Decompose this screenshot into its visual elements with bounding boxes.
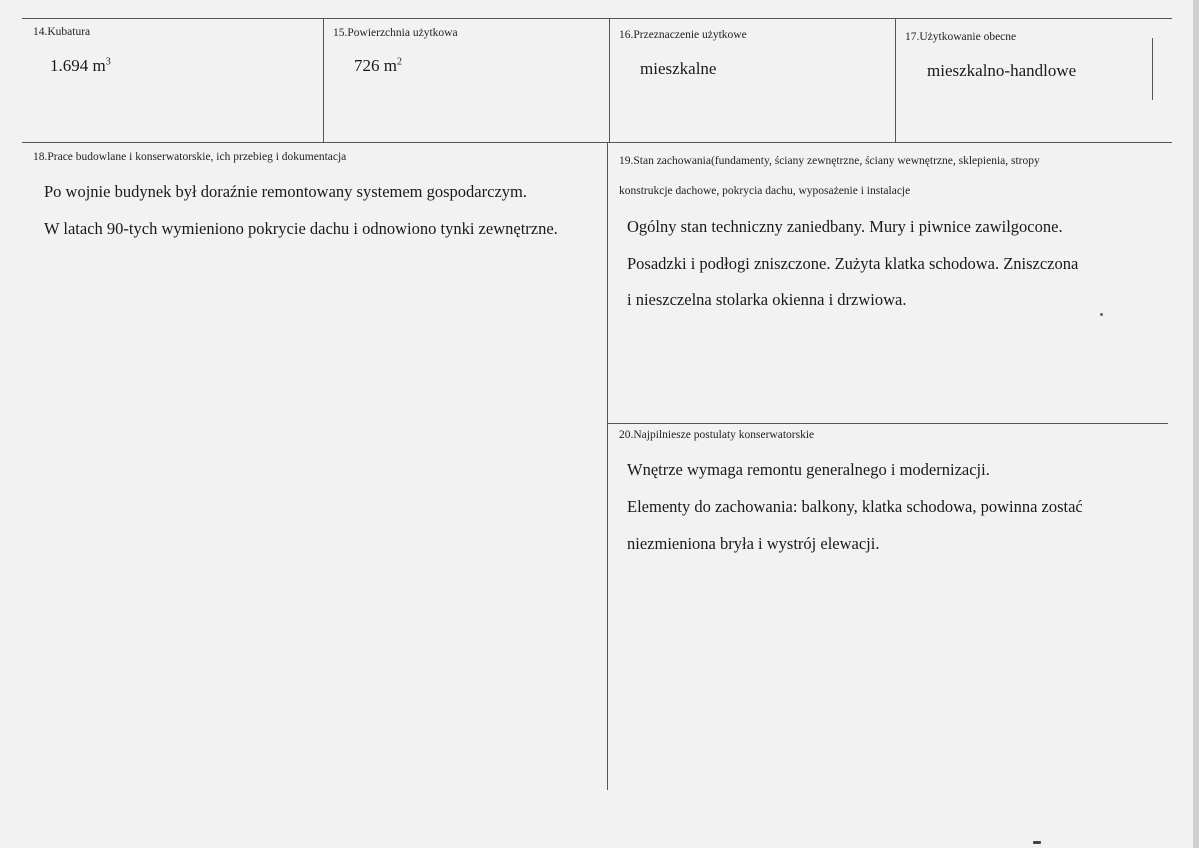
col-divider-right-edge [1152, 38, 1153, 100]
uzytkowanie-label: 17.Użytkowanie obecne [905, 31, 1017, 43]
prace-label: 18.Prace budowlane i konserwatorskie, ich przebieg i dokumentacja [33, 151, 347, 163]
stan-line-3: i nieszczelna stolarka okienna i drzwiowa. [627, 290, 907, 309]
row-divider-top [22, 142, 1172, 143]
stan-line-2: Posadzki i podłogi zniszczone. Zużyta klatka schodowa. Zniszczona [627, 254, 1079, 273]
postulaty-label: 20.Najpilniesze postulaty konserwatorskie [619, 429, 815, 441]
top-border [22, 18, 1172, 19]
col-divider-1 [323, 18, 324, 142]
scan-speck [1100, 313, 1103, 316]
scan-speck [1033, 841, 1041, 844]
col-divider-3 [895, 18, 896, 142]
powierzchnia-label: 15.Powierzchnia użytkowa [333, 27, 458, 39]
stan-line-1: Ogólny stan techniczny zaniedbany. Mury i piwnice zawilgocone. [627, 217, 1063, 236]
postulaty-line-1: Wnętrze wymaga remontu generalnego i modernizacji. [627, 460, 990, 479]
kubatura-exponent: 3 [105, 56, 111, 68]
postulaty-line-2: Elementy do zachowania: balkony, klatka schodowa, powinna zostać [627, 497, 1083, 516]
postulaty-line-3: niezmieniona bryła i wystrój elewacji. [627, 534, 880, 553]
prace-line-1: Po wojnie budynek był doraźnie remontowany systemem gospodarczym. [44, 182, 527, 201]
kubatura-label: 14.Kubatura [33, 26, 91, 38]
powierzchnia-exponent: 2 [396, 56, 402, 68]
uzytkowanie-value: mieszkalno-handlowe [927, 61, 1077, 80]
przeznaczenie-value: mieszkalne [640, 59, 717, 78]
col-divider-2 [609, 18, 610, 142]
stan-label-line-2: konstrukcje dachowe, pokrycia dachu, wyposażenie i instalacje [619, 185, 911, 197]
col-divider-main [607, 142, 608, 790]
kubatura-value [50, 56, 111, 76]
stan-label-line-1: 19.Stan zachowania(fundamenty, ściany zewnętrzne, ściany wewnętrzne, sklepienia, stropy [619, 155, 1040, 167]
powierzchnia-number: 726 m [354, 56, 397, 75]
scan-edge [1193, 0, 1199, 848]
przeznaczenie-label: 16.Przeznaczenie użytkowe [619, 29, 747, 41]
row-divider-right [608, 423, 1168, 424]
kubatura-number: 1.694 m [50, 56, 106, 75]
powierzchnia-value [354, 56, 402, 76]
prace-line-2: W latach 90-tych wymieniono pokrycie dachu i odnowiono tynki zewnętrzne. [44, 219, 558, 238]
